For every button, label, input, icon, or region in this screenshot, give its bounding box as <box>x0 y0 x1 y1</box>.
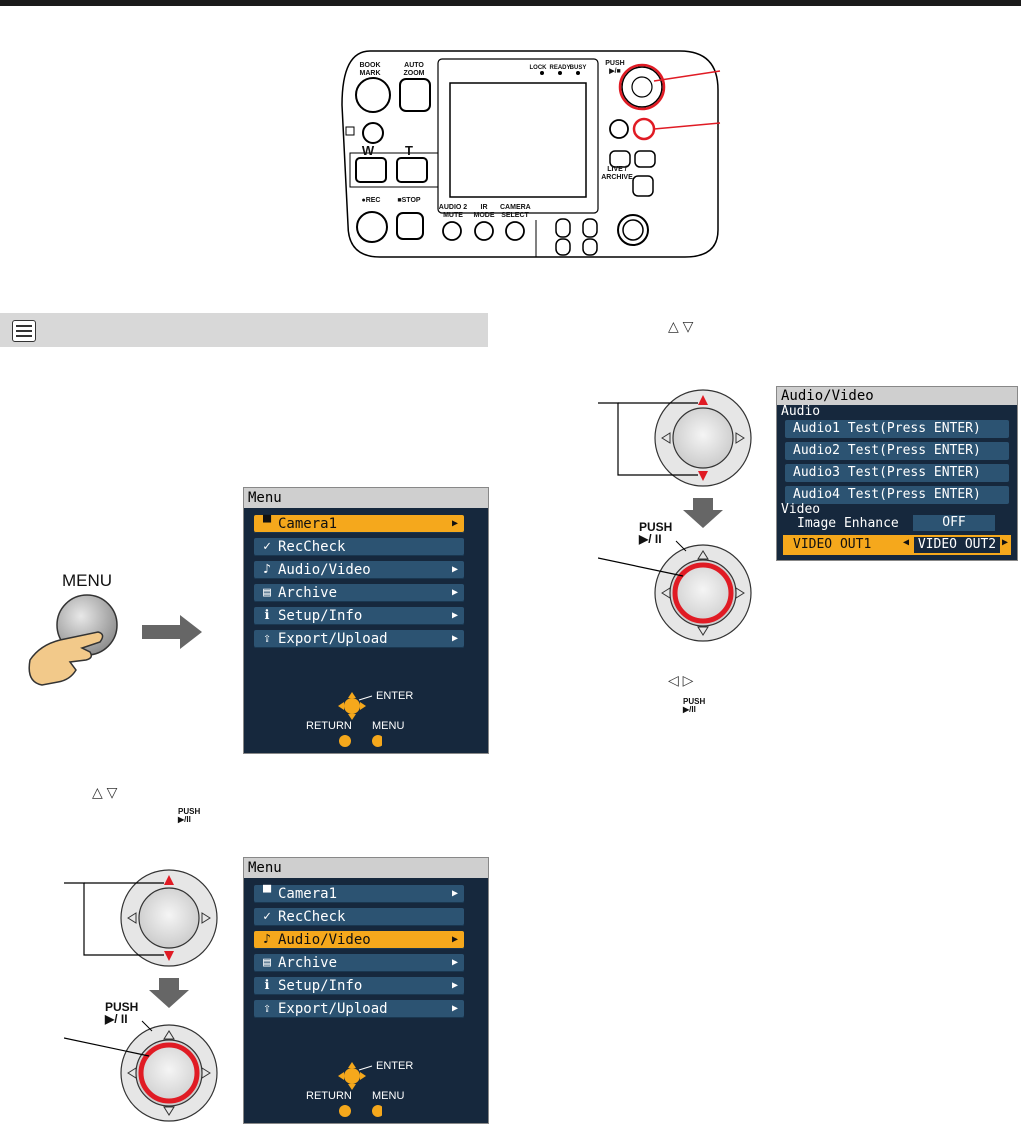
archive-icon: ▤ <box>263 955 271 970</box>
menu-item-label: Camera1 <box>278 516 338 532</box>
legend-menu: MENU <box>372 1090 405 1102</box>
stop-label: ■STOP <box>397 197 421 204</box>
camera-icon: ▀ <box>263 516 271 531</box>
microphone-icon: ♪ <box>263 932 271 947</box>
menu-item-label: Archive <box>278 955 338 971</box>
menu-item-label: Camera1 <box>278 886 338 902</box>
menu-button-press <box>20 590 220 700</box>
menu-item-archive[interactable]: ▤ Archive ▶ <box>254 584 464 602</box>
up-down-icon: △ ▽ <box>92 784 118 800</box>
push-icon: PUSH ▶/II <box>178 807 201 824</box>
microphone-icon: ♪ <box>263 562 271 577</box>
audio1-test-item[interactable]: Audio1 Test(Press ENTER) <box>785 420 1009 438</box>
video-out1-value: VIDEO OUT2 <box>914 537 1000 553</box>
menu-key-label: MENU <box>62 571 113 590</box>
audio-heading: Audio <box>781 404 821 419</box>
dial-diagram-1 <box>64 868 234 1123</box>
header-rule <box>0 0 1021 6</box>
video-out1-label: VIDEO OUT1 <box>793 537 872 552</box>
image-enhance-value[interactable]: OFF <box>913 515 995 531</box>
osd-menu-screen-2 <box>243 857 489 1124</box>
push-icon: PUSH ▶/II <box>683 697 706 714</box>
bookmark-label: BOOK MARK <box>359 62 381 77</box>
archive-icon: ▤ <box>263 585 271 600</box>
osd-title: Menu <box>244 488 488 508</box>
ir-mode-label: IR MODE <box>473 204 495 219</box>
menu-item-setup-info[interactable]: ℹ Setup/Info ▶ <box>254 977 464 995</box>
image-enhance-label: Image Enhance <box>797 516 899 531</box>
osd-title: Menu <box>244 858 488 878</box>
setup-icon: ℹ <box>264 608 270 623</box>
lock-indicator: LOCK <box>529 65 547 71</box>
autozoom-label: AUTO ZOOM <box>403 62 425 77</box>
menu-item-setup-info[interactable]: ℹ Setup/Info ▶ <box>254 607 464 625</box>
up-down-icon: △ ▽ <box>668 318 694 334</box>
check-icon: ✓ <box>263 909 271 924</box>
upload-icon: ⇪ <box>263 631 271 646</box>
t-label: T <box>405 143 413 158</box>
setup-icon: ℹ <box>264 978 270 993</box>
menu-item-label: Archive <box>278 585 338 601</box>
video-heading: Video <box>781 502 821 517</box>
check-icon: ✓ <box>263 539 271 554</box>
audio4-test-item[interactable]: Audio4 Test(Press ENTER) <box>785 486 1009 504</box>
menu-item-audio-video[interactable]: ♪ Audio/Video ▶ <box>254 931 464 949</box>
menu-item-label: Setup/Info <box>278 978 363 994</box>
push-label: PUSH ▶/ II <box>105 1000 139 1026</box>
ready-indicator: READY <box>549 65 571 71</box>
left-right-icon: ◁ ▷ <box>668 672 694 688</box>
menu-item-label: Export/Upload <box>278 1001 388 1017</box>
nav-legend-icon <box>332 688 382 748</box>
osd-audio-video-screen <box>776 386 1018 561</box>
menu-item-label: RecCheck <box>278 539 346 555</box>
camera-select-label: CAMERA SELECT <box>500 204 531 219</box>
push-label: PUSH ▶/ II <box>639 520 673 546</box>
legend-enter: ENTER <box>376 1060 414 1072</box>
audio-mute-label: AUDIO 2 MUTE <box>438 204 468 219</box>
menu-item-label: RecCheck <box>278 909 346 925</box>
menu-item-archive[interactable]: ▤ Archive ▶ <box>254 954 464 972</box>
menu-item-camera1[interactable]: ▀ Camera1 ▶ <box>254 885 464 903</box>
section-header <box>0 313 488 347</box>
menu-item-label: Setup/Info <box>278 608 363 624</box>
osd-title: Audio/Video <box>777 387 1017 405</box>
menu-item-export-upload[interactable]: ⇪ Export/Upload ▶ <box>254 630 464 648</box>
busy-indicator: BUSY <box>569 65 587 71</box>
legend-return: RETURN <box>306 1090 352 1102</box>
legend-return: RETURN <box>306 720 352 732</box>
menu-list-icon <box>12 320 36 342</box>
menu-item-reccheck[interactable] <box>254 538 464 556</box>
video-out1-row[interactable] <box>783 535 1011 555</box>
legend-enter: ENTER <box>376 690 414 702</box>
menu-item-label: Audio/Video <box>278 562 371 578</box>
live-archive-label: LIVE / ARCHIVE <box>601 166 633 181</box>
right-arrow-icon: ▶ <box>1002 537 1009 548</box>
osd-menu-screen-1 <box>243 487 489 754</box>
menu-item-reccheck[interactable] <box>254 908 464 926</box>
camera-icon: ▀ <box>263 886 271 901</box>
nav-legend-icon <box>332 1058 382 1118</box>
audio3-test-item[interactable]: Audio3 Test(Press ENTER) <box>785 464 1009 482</box>
upload-icon: ⇪ <box>263 1001 271 1016</box>
audio2-test-item[interactable]: Audio2 Test(Press ENTER) <box>785 442 1009 460</box>
menu-item-audio-video[interactable]: ♪ Audio/Video ▶ <box>254 561 464 579</box>
legend-menu: MENU <box>372 720 405 732</box>
push-label-small: PUSH ▶/■ <box>605 60 625 75</box>
menu-item-export-upload[interactable]: ⇪ Export/Upload ▶ <box>254 1000 464 1018</box>
menu-item-camera1[interactable]: ▀ Camera1 ▶ <box>254 515 464 533</box>
menu-item-label: Audio/Video <box>278 932 371 948</box>
left-arrow-icon: ◀ <box>903 537 910 548</box>
dial-diagram-2 <box>598 388 768 643</box>
rec-label: ●REC <box>361 197 381 204</box>
w-label: W <box>361 143 375 158</box>
menu-item-label: Export/Upload <box>278 631 388 647</box>
